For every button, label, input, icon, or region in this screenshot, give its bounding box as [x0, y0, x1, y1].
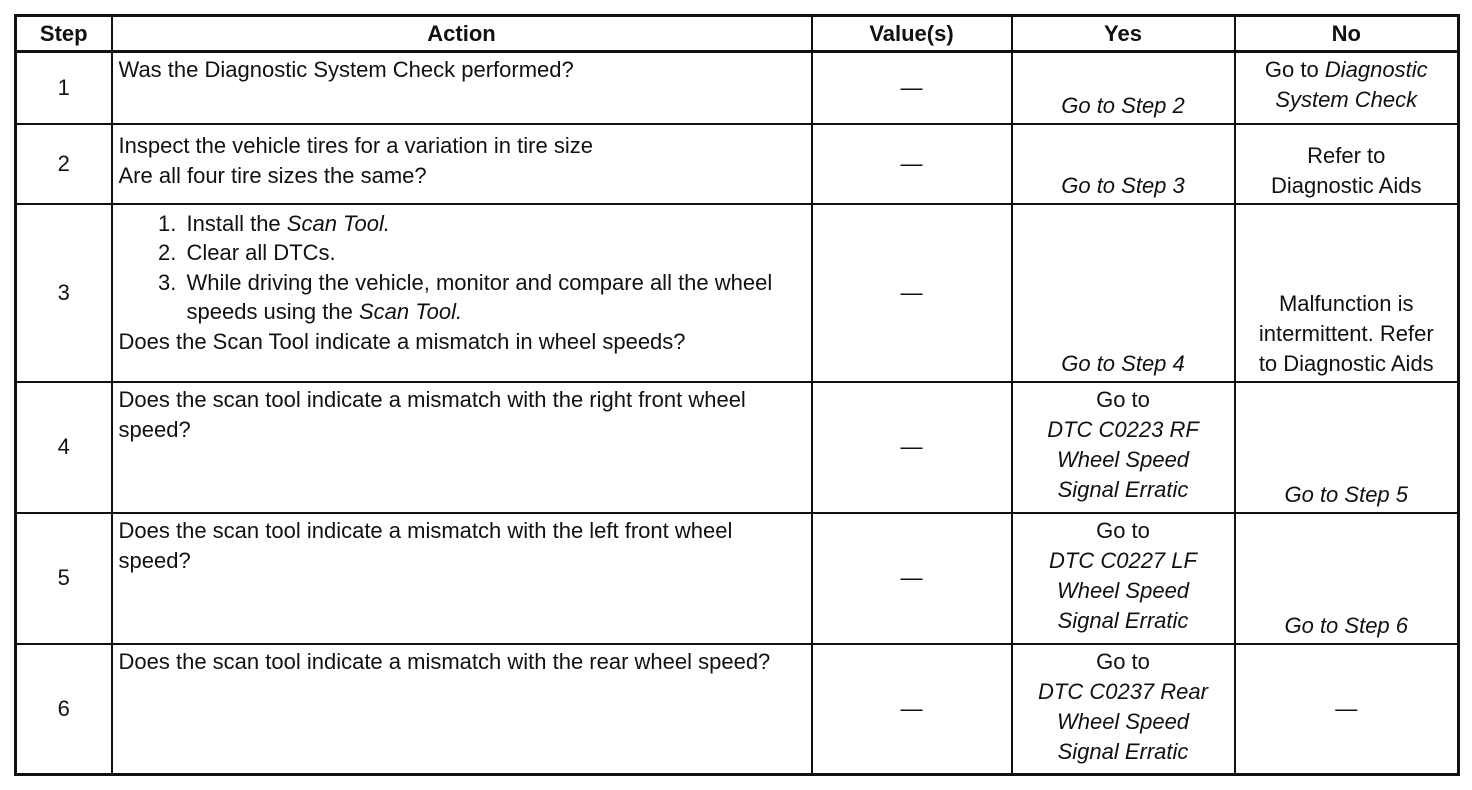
dtc-reference: DTC C0237 Rear [1038, 678, 1208, 704]
yes-cell[interactable] [1012, 644, 1235, 775]
yes-cell[interactable] [1012, 382, 1235, 513]
header-step: Step [16, 16, 112, 52]
table-row [16, 513, 1459, 644]
yes-line: Go to [1096, 648, 1150, 674]
list-item: 1. Install the Scan Tool. [183, 209, 805, 239]
yes-link[interactable]: Go to Step 2 [1012, 52, 1235, 124]
header-yes: Yes [1012, 16, 1235, 52]
dtc-reference: Wheel Speed [1056, 446, 1190, 472]
yes-line: Go to [1096, 517, 1150, 543]
step-number: 4 [16, 382, 112, 513]
yes-link[interactable]: Go to Step 3 [1012, 124, 1235, 204]
action-steps-list [119, 209, 805, 327]
step-number: 6 [16, 644, 112, 775]
yes-link[interactable]: Go to Step 4 [1012, 204, 1235, 382]
header-row [16, 16, 1459, 52]
scan-tool-label: Scan Tool. [286, 210, 390, 236]
no-line: intermittent. Refer [1258, 320, 1434, 346]
no-link[interactable]: Go to Step 5 [1235, 382, 1459, 513]
dtc-reference: Signal Erratic [1057, 476, 1189, 502]
action-text: Was the Diagnostic System Check performed? [112, 52, 812, 124]
action-cell [112, 204, 812, 382]
action-text: Does the scan tool indicate a mismatch with the right front wheel speed? [112, 382, 812, 513]
no-line: Malfunction is [1278, 290, 1414, 316]
value-cell: — [812, 644, 1012, 775]
diagnostic-table [14, 14, 1460, 776]
list-item: 3. While driving the vehicle, monitor and compare all the wheel speeds using the Scan Tool. [183, 268, 805, 327]
action-text: Does the scan tool indicate a mismatch with the left front wheel speed? [112, 513, 812, 644]
dtc-reference: Signal Erratic [1057, 607, 1189, 633]
action-question: Does the Scan Tool indicate a mismatch in wheel speeds? [118, 328, 686, 354]
table-row [16, 52, 1459, 124]
step-number: 3 [16, 204, 112, 382]
no-cell[interactable] [1235, 52, 1459, 124]
table-row [16, 124, 1459, 204]
no-cell[interactable] [1235, 204, 1459, 382]
no-line: to Diagnostic Aids [1258, 350, 1434, 376]
no-link[interactable]: Go to Step 6 [1235, 513, 1459, 644]
header-no: No [1235, 16, 1459, 52]
list-item: 2. Clear all DTCs. [183, 238, 805, 268]
table-row [16, 382, 1459, 513]
yes-cell[interactable] [1012, 513, 1235, 644]
value-cell: — [812, 124, 1012, 204]
table-row [16, 644, 1459, 775]
dtc-reference: Signal Erratic [1057, 738, 1189, 764]
no-italic: Diagnostic System Check [1275, 57, 1428, 112]
action-cell [112, 124, 812, 204]
value-cell: — [812, 52, 1012, 124]
header-action: Action [112, 16, 812, 52]
header-values: Value(s) [812, 16, 1012, 52]
no-cell[interactable] [1235, 124, 1459, 204]
table-row [16, 204, 1459, 382]
action-text: Does the scan tool indicate a mismatch with the rear wheel speed? [112, 644, 812, 775]
step-number: 1 [16, 52, 112, 124]
dtc-reference: DTC C0223 RF [1047, 416, 1199, 442]
action-question: Are all four tire sizes the same? [118, 162, 427, 188]
action-line: Inspect the vehicle tires for a variation in tire size [118, 132, 593, 158]
value-cell: — [812, 513, 1012, 644]
yes-line: Go to [1096, 386, 1150, 412]
value-cell: — [812, 204, 1012, 382]
step-number: 2 [16, 124, 112, 204]
no-prefix: Go to [1264, 57, 1319, 82]
step-number: 5 [16, 513, 112, 644]
scan-tool-label: Scan Tool. [358, 299, 463, 324]
dtc-reference: Wheel Speed [1056, 708, 1190, 734]
dtc-reference: Wheel Speed [1056, 577, 1190, 603]
no-line: Refer to [1307, 142, 1386, 168]
no-cell: — [1235, 644, 1459, 775]
no-line: Diagnostic Aids [1271, 172, 1422, 198]
value-cell: — [812, 382, 1012, 513]
dtc-reference: DTC C0227 LF [1049, 547, 1197, 573]
